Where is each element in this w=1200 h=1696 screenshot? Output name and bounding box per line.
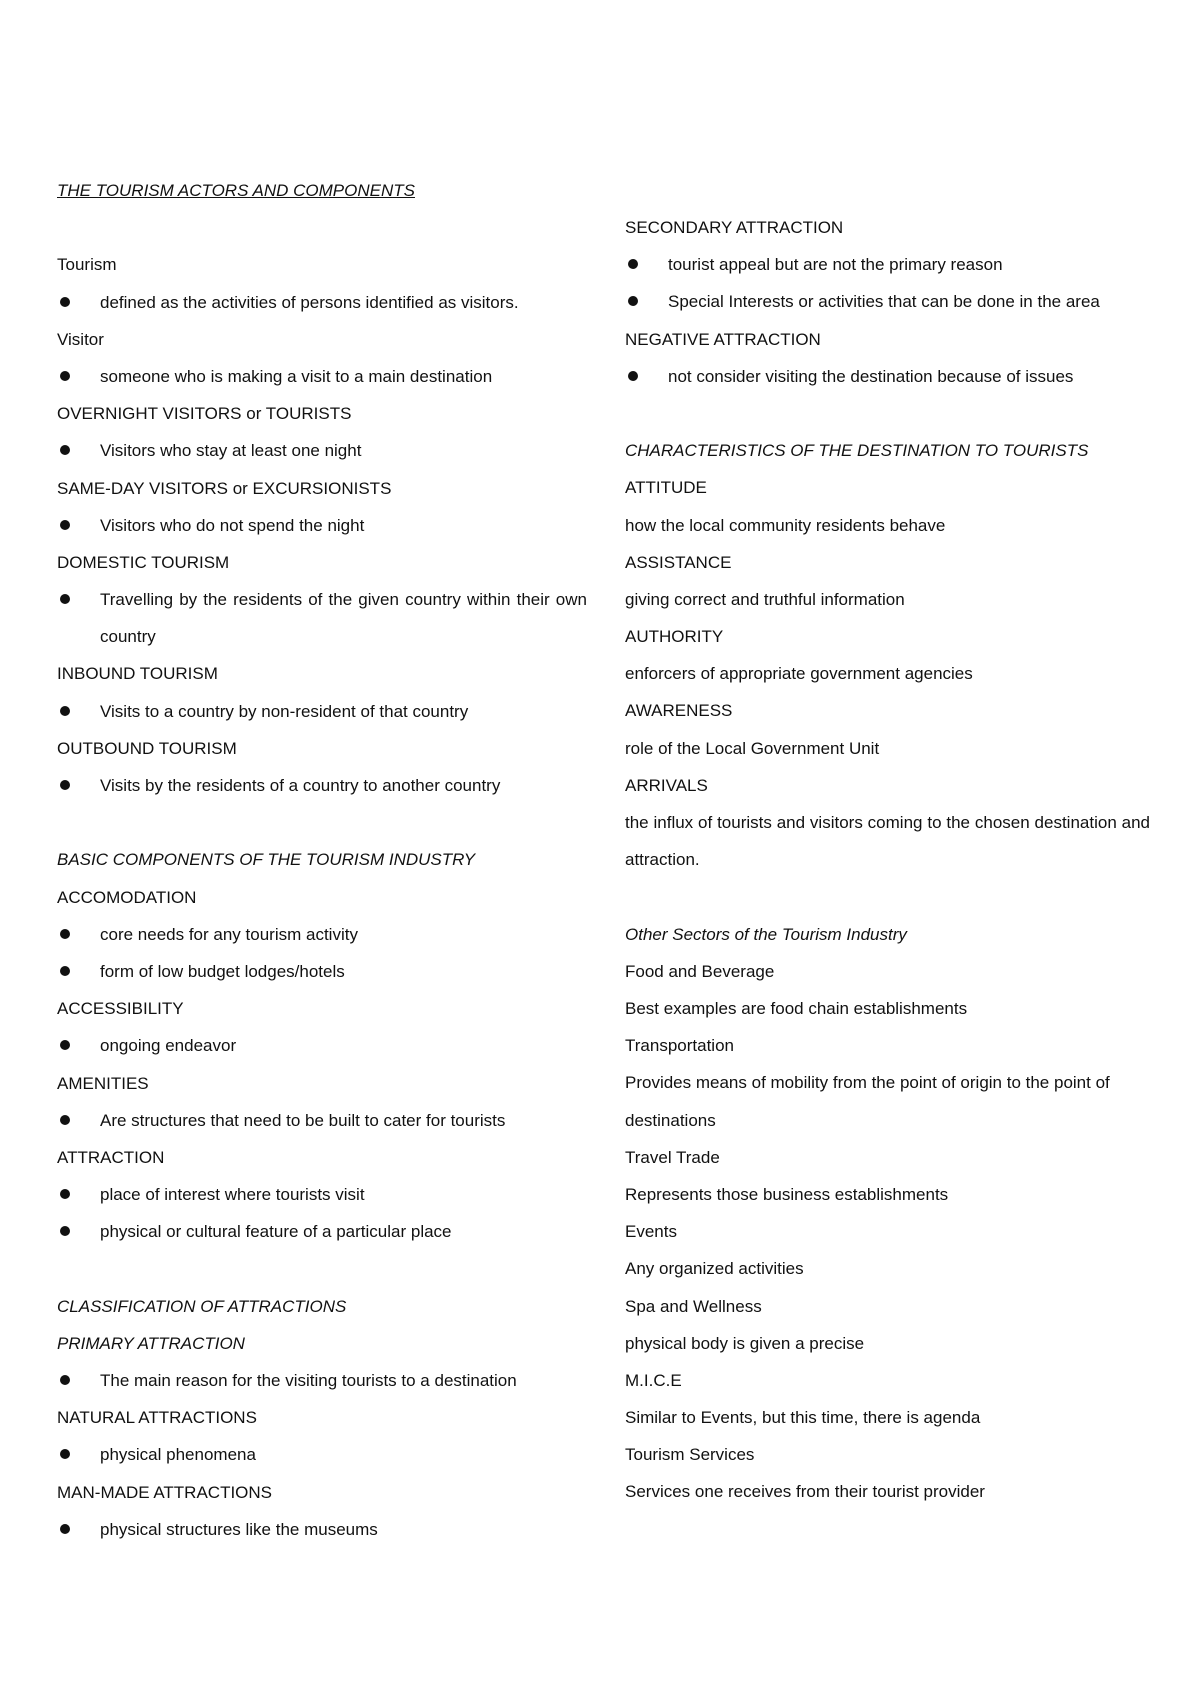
bullet-text: place of interest where tourists visit [100, 1185, 365, 1205]
term-spa-and-wellness: Spa and Wellness [625, 1296, 762, 1316]
bullet-icon [60, 445, 70, 455]
bullet-item [57, 284, 587, 321]
bullet-text: tourist appeal but are not the primary reason [668, 255, 1003, 275]
term-authority: AUTHORITY [625, 627, 724, 647]
definition-transportation: Provides means of mobility from the point of origin to the point of destinations [625, 1073, 1110, 1130]
bullet-icon [60, 966, 70, 976]
section-title-characteristics: CHARACTERISTICS OF THE DESTINATION TO TOURISTS [625, 441, 1089, 461]
section-title-basic-components: BASIC COMPONENTS OF THE TOURISM INDUSTRY [57, 850, 476, 870]
term-arrivals: ARRIVALS [625, 775, 708, 795]
bullet-icon [628, 259, 638, 269]
definition-tourism-services: Services one receives from their tourist provider [625, 1482, 985, 1502]
term-food-and-beverage: Food and Beverage [625, 961, 775, 981]
bullet-text: Special Interests or activities that can be done in the area [668, 292, 1100, 312]
term-natural-attractions: NATURAL ATTRACTIONS [57, 1408, 257, 1428]
term-outbound-tourism: OUTBOUND TOURISM [57, 738, 237, 758]
bullet-item [57, 1436, 587, 1473]
definition-attitude: how the local community residents behave [625, 515, 946, 535]
term-transportation: Transportation [625, 1036, 734, 1056]
term-travel-trade: Travel Trade [625, 1147, 720, 1167]
bullet-icon [60, 1115, 70, 1125]
bullet-text: core needs for any tourism activity [100, 924, 358, 944]
term-accomodation: ACCOMODATION [57, 887, 197, 907]
bullet-text: Are structures that need to be built to cater for tourists [100, 1110, 506, 1130]
bullet-item [57, 916, 587, 953]
bullet-item [57, 1362, 587, 1399]
definition-travel-trade: Represents those business establishments [625, 1184, 949, 1204]
section-title-classification: CLASSIFICATION OF ATTRACTIONS [57, 1296, 347, 1316]
term-inbound-tourism: INBOUND TOURISM [57, 664, 218, 684]
spacer [57, 209, 587, 246]
bullet-item [625, 358, 1150, 395]
bullet-item [57, 953, 587, 990]
bullet-text: Visitors who stay at least one night [100, 441, 362, 461]
definition-authority: enforcers of appropriate government agencies [625, 664, 973, 684]
term-awareness: AWARENESS [625, 701, 733, 721]
right-column [625, 209, 1150, 1511]
bullet-item [57, 767, 587, 804]
bullet-icon [60, 371, 70, 381]
bullet-icon [60, 1226, 70, 1236]
bullet-text: someone who is making a visit to a main destination [100, 366, 493, 386]
term-tourism-services: Tourism Services [625, 1445, 755, 1465]
term-same-day-visitors: SAME-DAY VISITORS or EXCURSIONISTS [57, 478, 392, 498]
bullet-item [625, 246, 1150, 283]
bullet-text: ongoing endeavor [100, 1036, 237, 1056]
bullet-text: Visitors who do not spend the night [100, 515, 365, 535]
bullet-item [57, 1176, 587, 1213]
document-title: THE TOURISM ACTORS AND COMPONENTS [57, 181, 415, 200]
bullet-icon [60, 1524, 70, 1534]
bullet-text: physical structures like the museums [100, 1519, 378, 1539]
definition-food-and-beverage: Best examples are food chain establishments [625, 998, 968, 1018]
bullet-icon [60, 929, 70, 939]
bullet-text: The main reason for the visiting tourists to a destination [100, 1371, 517, 1391]
bullet-text: Visits by the residents of a country to another country [100, 776, 501, 796]
bullet-icon [60, 780, 70, 790]
definition-assistance: giving correct and truthful information [625, 589, 905, 609]
term-secondary-attraction: SECONDARY ATTRACTION [625, 218, 844, 237]
bullet-icon [60, 520, 70, 530]
bullet-item [57, 1102, 587, 1139]
bullet-text: Visits to a country by non-resident of that country [100, 701, 469, 721]
term-accessibility: ACCESSIBILITY [57, 999, 184, 1019]
bullet-icon [60, 706, 70, 716]
bullet-icon [60, 594, 70, 604]
spacer [57, 1250, 587, 1287]
definition-mice: Similar to Events, but this time, there is agenda [625, 1408, 981, 1428]
spacer [625, 395, 1150, 432]
bullet-text: physical or cultural feature of a particular place [100, 1222, 452, 1242]
bullet-icon [60, 1375, 70, 1385]
term-man-made-attractions: MAN-MADE ATTRACTIONS [57, 1482, 273, 1502]
bullet-item [57, 581, 587, 655]
spacer [625, 878, 1150, 915]
term-events: Events [625, 1222, 677, 1242]
bullet-item [57, 507, 587, 544]
definition-events: Any organized activities [625, 1259, 804, 1279]
bullet-item [57, 1511, 587, 1548]
bullet-icon [60, 1040, 70, 1050]
term-overnight-visitors: OVERNIGHT VISITORS or TOURISTS [57, 404, 352, 424]
term-negative-attraction: NEGATIVE ATTRACTION [625, 329, 821, 349]
spacer [57, 804, 587, 841]
bullet-item [57, 1027, 587, 1064]
term-tourism: Tourism [57, 255, 117, 275]
bullet-text: Travelling by the residents of the given country within their own country [100, 590, 587, 647]
bullet-text: defined as the activities of persons identified as visitors. [100, 292, 519, 312]
bullet-icon [60, 1189, 70, 1199]
bullet-item [57, 358, 587, 395]
bullet-item [57, 432, 587, 469]
bullet-icon [628, 371, 638, 381]
bullet-icon [628, 296, 638, 306]
term-assistance: ASSISTANCE [625, 552, 732, 572]
left-column [57, 172, 587, 1548]
term-attraction: ATTRACTION [57, 1147, 165, 1167]
term-attitude: ATTITUDE [625, 478, 707, 498]
term-domestic-tourism: DOMESTIC TOURISM [57, 552, 230, 572]
bullet-icon [60, 297, 70, 307]
bullet-item [57, 693, 587, 730]
bullet-text: not consider visiting the destination because of issues [668, 366, 1074, 386]
subsection-primary-attraction: PRIMARY ATTRACTION [57, 1333, 245, 1353]
term-amenities: AMENITIES [57, 1073, 149, 1093]
bullet-item [625, 283, 1150, 320]
term-mice: M.I.C.E [625, 1370, 682, 1390]
bullet-text: physical phenomena [100, 1445, 256, 1465]
bullet-icon [60, 1449, 70, 1459]
bullet-text: form of low budget lodges/hotels [100, 961, 345, 981]
term-visitor: Visitor [57, 329, 104, 349]
section-title-other-sectors: Other Sectors of the Tourism Industry [625, 924, 907, 944]
bullet-item [57, 1213, 587, 1250]
definition-awareness: role of the Local Government Unit [625, 738, 880, 758]
definition-arrivals: the influx of tourists and visitors coming to the chosen destination and attraction. [625, 813, 1150, 870]
definition-spa-and-wellness: physical body is given a precise [625, 1333, 865, 1353]
